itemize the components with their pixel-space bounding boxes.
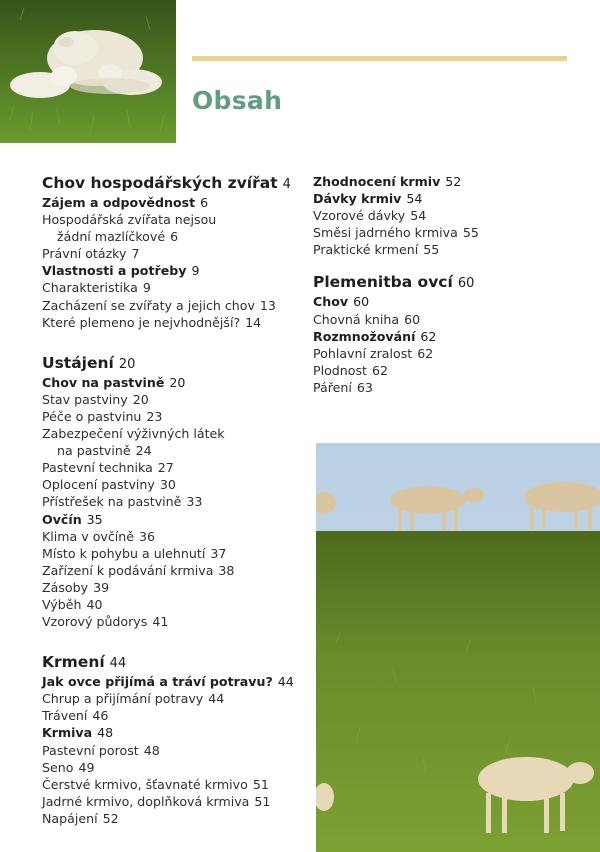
toc-entry-title: Charakteristika — [42, 280, 138, 296]
toc-entry-title: Plodnost — [313, 362, 367, 378]
toc-entry — [42, 690, 312, 707]
toc-entry — [42, 459, 312, 476]
toc-entry-title: Místo k pohybu a ulehnutí — [42, 545, 206, 561]
toc-entry — [42, 596, 312, 613]
toc-page-number: 37 — [210, 545, 227, 561]
toc-page-number: 7 — [131, 246, 140, 262]
toc-left-column — [42, 173, 312, 827]
toc-page-number: 60 — [457, 276, 475, 292]
toc-entry-title: Zhodnocení krmiv — [313, 174, 441, 189]
toc-entry — [42, 545, 312, 562]
toc-entry — [42, 707, 312, 724]
toc-page-number: 55 — [423, 242, 440, 258]
toc-section — [313, 328, 593, 345]
toc-entry-title: Páření — [313, 379, 352, 395]
toc-entry-title: Právní otázky — [42, 246, 127, 262]
toc-page-number: 6 — [200, 195, 209, 210]
photo-sheep-on-dike — [316, 443, 600, 852]
toc-page-number: 60 — [404, 311, 421, 327]
toc-page-number: 13 — [259, 297, 276, 313]
toc-page-number: 39 — [93, 579, 110, 595]
toc-entry-title: Rozmnožování — [313, 328, 416, 344]
toc-page-number: 63 — [356, 379, 373, 395]
toc-section — [313, 293, 593, 310]
toc-section — [42, 194, 312, 211]
toc-page-number: 35 — [86, 511, 103, 527]
toc-entry-title: Hospodářská zvířata nejsou — [42, 212, 217, 228]
toc-entry — [42, 297, 312, 314]
toc-entry-title: Chrup a přijímání potravy — [42, 691, 204, 707]
toc-entry — [42, 408, 312, 425]
toc-entry — [42, 810, 312, 827]
toc-chapter — [42, 173, 312, 194]
toc-spacer — [313, 258, 593, 272]
toc-entry-title: Ustájení — [42, 353, 114, 372]
toc-entry-title: Dávky krmiv — [313, 191, 402, 207]
toc-page-number: 62 — [420, 328, 437, 344]
toc-entry-title: Vzorový půdorys — [42, 614, 148, 630]
toc-entry — [42, 613, 312, 630]
photo-ewe-with-lambs — [0, 0, 176, 143]
toc-entry-title: Krmiva — [42, 725, 93, 741]
toc-page-number: 27 — [157, 460, 174, 476]
toc-chapter — [313, 272, 593, 293]
toc-entry-title: na pastvině — [57, 443, 131, 459]
toc-entry — [42, 742, 312, 759]
toc-page-number: 48 — [143, 742, 160, 758]
toc-page-number: 6 — [170, 229, 179, 245]
toc-entry — [313, 311, 593, 328]
toc-spacer — [42, 331, 312, 353]
toc-entry — [42, 228, 312, 245]
page-title: Obsah — [192, 86, 283, 115]
toc-page-number: 44 — [277, 674, 294, 690]
toc-page-number: 4 — [282, 177, 291, 192]
toc-entry — [313, 379, 593, 396]
toc-entry-title: Oplocení pastviny — [42, 477, 155, 493]
toc-entry-title: Seno — [42, 759, 74, 775]
toc-entry — [42, 528, 312, 545]
toc-section — [42, 724, 312, 741]
toc-entry-title: Jadrné krmivo, doplňková krmiva — [42, 793, 250, 809]
toc-page-number: 36 — [139, 528, 156, 544]
toc-chapter — [42, 353, 312, 374]
toc-page-number: 49 — [78, 759, 95, 775]
toc-entry-title: žádní mazlíčkové — [57, 229, 166, 245]
toc-section — [42, 511, 312, 528]
toc-entry-title: Zásoby — [42, 579, 89, 595]
toc-section — [42, 262, 312, 279]
toc-page-number: 24 — [135, 443, 152, 459]
toc-page-number: 20 — [169, 374, 186, 390]
toc-page-number: 52 — [445, 174, 462, 189]
toc-entry — [42, 793, 312, 810]
toc-entry — [42, 425, 312, 442]
toc-entry — [42, 493, 312, 510]
toc-page-number: 14 — [245, 314, 262, 330]
toc-entry-title: Praktické krmení — [313, 242, 419, 258]
toc-entry — [42, 476, 312, 493]
toc-page-number: 38 — [218, 562, 235, 578]
toc-page-number: 60 — [353, 294, 370, 310]
toc-page-number: 23 — [146, 408, 163, 424]
toc-entry — [42, 442, 312, 459]
toc-page-number: 41 — [152, 614, 169, 630]
toc-right-column — [313, 173, 593, 396]
toc-entry-title: Přístřešek na pastvině — [42, 494, 182, 510]
toc-page-number: 44 — [109, 656, 127, 672]
toc-entry-title: Zájem a odpovědnost — [42, 195, 196, 210]
toc-entry — [42, 211, 312, 228]
toc-entry-title: Chov — [313, 294, 349, 310]
toc-entry — [42, 391, 312, 408]
toc-section — [42, 374, 312, 391]
toc-entry-title: Pohlavní zralost — [313, 345, 413, 361]
title-rule — [192, 56, 567, 61]
toc-entry-title: Chov hospodářských zvířat — [42, 174, 278, 192]
toc-page-number: 54 — [410, 208, 427, 224]
toc-page-number: 48 — [97, 725, 114, 741]
toc-entry — [42, 279, 312, 296]
toc-page-number: 54 — [406, 191, 423, 207]
toc-entry-title: Krmení — [42, 653, 105, 672]
toc-entry-title: Směsi jadrného krmiva — [313, 225, 458, 241]
toc-entry-title: Klima v ovčíně — [42, 528, 135, 544]
toc-entry — [313, 224, 593, 241]
toc-page-number: 20 — [118, 356, 136, 372]
toc-entry — [42, 562, 312, 579]
toc-section — [42, 673, 312, 690]
toc-entry — [42, 776, 312, 793]
toc-page-number: 51 — [254, 793, 271, 809]
toc-page-number: 55 — [462, 225, 479, 241]
toc-page-number: 20 — [132, 391, 149, 407]
toc-entry — [42, 245, 312, 262]
toc-section — [313, 173, 593, 190]
toc-page-number: 62 — [417, 345, 434, 361]
toc-entry — [42, 314, 312, 331]
toc-entry-title: Které plemeno je nejvhodnější? — [42, 314, 241, 330]
toc-entry-title: Pastevní porost — [42, 742, 139, 758]
toc-page-number: 46 — [92, 708, 109, 724]
toc-entry-title: Napájení — [42, 810, 98, 826]
toc-page-number: 9 — [191, 263, 200, 279]
toc-entry — [313, 241, 593, 258]
toc-chapter — [42, 652, 312, 673]
toc-entry-title: Jak ovce přijímá a tráví potravu? — [42, 674, 273, 690]
toc-entry-title: Stav pastviny — [42, 391, 128, 407]
toc-entry-title: Výběh — [42, 596, 82, 612]
toc-entry-title: Vzorové dávky — [313, 208, 406, 224]
toc-entry — [313, 362, 593, 379]
toc-entry-title: Vlastnosti a potřeby — [42, 263, 187, 279]
toc-entry-title: Zacházení se zvířaty a jejich chov — [42, 297, 255, 313]
toc-page-number: 51 — [252, 776, 269, 792]
toc-entry — [42, 579, 312, 596]
toc-page-number: 40 — [86, 596, 103, 612]
toc-entry-title: Čerstvé krmivo, šťavnaté krmivo — [42, 776, 248, 792]
toc-entry-title: Chov na pastvině — [42, 374, 165, 390]
toc-page-number: 33 — [186, 494, 203, 510]
toc-entry-title: Pastevní technika — [42, 460, 153, 476]
toc-page-number: 52 — [102, 810, 119, 826]
toc-entry-title: Plemenitba ovcí — [313, 273, 453, 292]
toc-page-number: 30 — [159, 477, 176, 493]
toc-entry — [42, 759, 312, 776]
toc-entry — [313, 345, 593, 362]
toc-page-number: 44 — [208, 691, 225, 707]
toc-entry-title: Péče o pastvinu — [42, 408, 142, 424]
toc-entry-title: Trávení — [42, 708, 88, 724]
toc-entry-title: Chovná kniha — [313, 311, 400, 327]
toc-page-number: 62 — [371, 362, 389, 378]
toc-entry-title: Zařízení k podávání krmiva — [42, 562, 214, 578]
toc-page-number: 9 — [142, 280, 151, 296]
toc-section — [313, 190, 593, 207]
toc-entry-title: Zabezpečení výživných látek — [42, 426, 225, 442]
toc-entry — [313, 207, 593, 224]
toc-spacer — [42, 630, 312, 652]
toc-entry-title: Ovčín — [42, 511, 82, 527]
